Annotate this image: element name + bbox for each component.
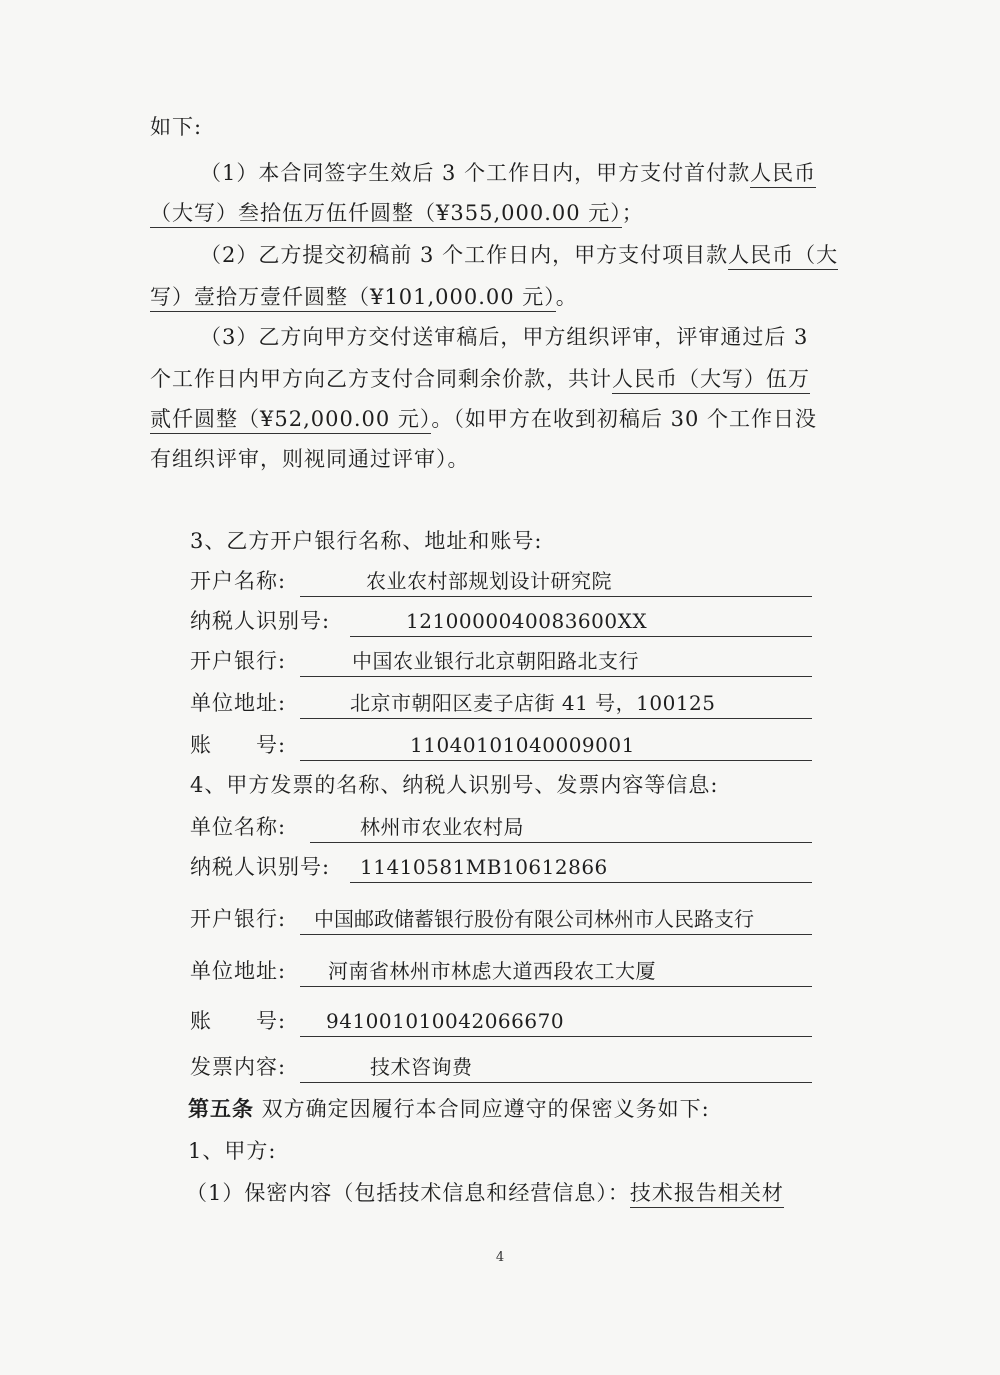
bank-name-value: 农业农村部规划设计研究院 xyxy=(300,566,812,597)
payment-item1-line1: （1）本合同签字生效后 3 个工作日内，甲方支付首付款人民币 xyxy=(200,158,816,188)
underlined-amount: 人民币（大 xyxy=(728,243,838,270)
payment-item2-line1: （2）乙方提交初稿前 3 个工作日内，甲方支付项目款人民币（大 xyxy=(200,240,838,270)
bank-address-label: 单位地址: xyxy=(190,691,287,715)
underlined-amount: 写）壹拾万壹仟圆整（¥101,000.00 元） xyxy=(150,285,556,312)
bank-account-label: 账 号: xyxy=(190,733,287,757)
bank-name-label: 开户名称: xyxy=(190,569,287,593)
underlined-content: 技术报告相关材 xyxy=(630,1181,784,1208)
article5-title: 第五条 xyxy=(188,1096,254,1121)
invoice-taxid-label: 纳税人识别号: xyxy=(190,855,331,879)
bank-address-value: 北京市朝阳区麦子店街 41 号，100125 xyxy=(300,688,812,719)
invoice-account-label: 账 号: xyxy=(190,1009,287,1033)
payment-item2-line2: 写）壹拾万壹仟圆整（¥101,000.00 元）。 xyxy=(150,282,578,312)
bank-bank-value: 中国农业银行北京朝阳路北支行 xyxy=(300,646,812,677)
payment-item3-line4: 有组织评审，则视同通过评审）。 xyxy=(150,447,470,471)
invoice-content-label: 发票内容: xyxy=(190,1055,287,1079)
bank-account-value: 11040101040009001 xyxy=(300,730,812,761)
invoice-content-value: 技术咨询费 xyxy=(300,1052,812,1083)
payment-item3-line3: 贰仟圆整（¥52,000.00 元）。（如甲方在收到初稿后 30 个工作日没 xyxy=(150,404,817,434)
payment-item1-line2: （大写）叁拾伍万伍仟圆整（¥355,000.00 元）； xyxy=(150,198,644,228)
bank-taxid-value: 1210000040083600XX xyxy=(350,606,812,637)
invoice-bank-value: 中国邮政储蓄银行股份有限公司林州市人民路支行 xyxy=(300,904,812,935)
bank-taxid-label: 纳税人识别号: xyxy=(190,609,331,633)
bank-bank-label: 开户银行: xyxy=(190,649,287,673)
article5-party: 1、甲方: xyxy=(188,1139,277,1163)
invoice-bank-label: 开户银行: xyxy=(190,907,287,931)
invoice-name-value: 林州市农业农村局 xyxy=(310,812,812,843)
invoice-address-label: 单位地址: xyxy=(190,959,287,983)
underlined-amount: （大写）叁拾伍万伍仟圆整（¥355,000.00 元） xyxy=(150,201,622,228)
payment-intro: 如下: xyxy=(150,115,203,139)
bank-heading: 3、乙方开户银行名称、地址和账号: xyxy=(190,529,543,553)
article5-line: 第五条 双方确定因履行本合同应遵守的保密义务如下: xyxy=(188,1096,710,1121)
invoice-account-value: 941001010042066670 xyxy=(300,1006,812,1037)
article5-item1: （1）保密内容（包括技术信息和经营信息）：技术报告相关材 xyxy=(186,1178,784,1208)
underlined-amount: 人民币 xyxy=(750,161,816,188)
payment-item3-line2: 个工作日内甲方向乙方支付合同剩余价款，共计人民币（大写）伍万 xyxy=(150,364,810,394)
underlined-amount: 人民币（大写）伍万 xyxy=(612,367,810,394)
invoice-address-value: 河南省林州市林虑大道西段农工大厦 xyxy=(300,956,812,987)
invoice-heading: 4、甲方发票的名称、纳税人识别号、发票内容等信息: xyxy=(190,773,719,797)
page-number: 4 xyxy=(495,1250,505,1265)
invoice-name-label: 单位名称: xyxy=(190,815,287,839)
invoice-taxid-value: 11410581MB10612866 xyxy=(350,852,812,883)
underlined-amount: 贰仟圆整（¥52,000.00 元） xyxy=(150,407,431,434)
payment-item3-line1: （3）乙方向甲方交付送审稿后，甲方组织评审，评审通过后 3 xyxy=(200,325,809,349)
